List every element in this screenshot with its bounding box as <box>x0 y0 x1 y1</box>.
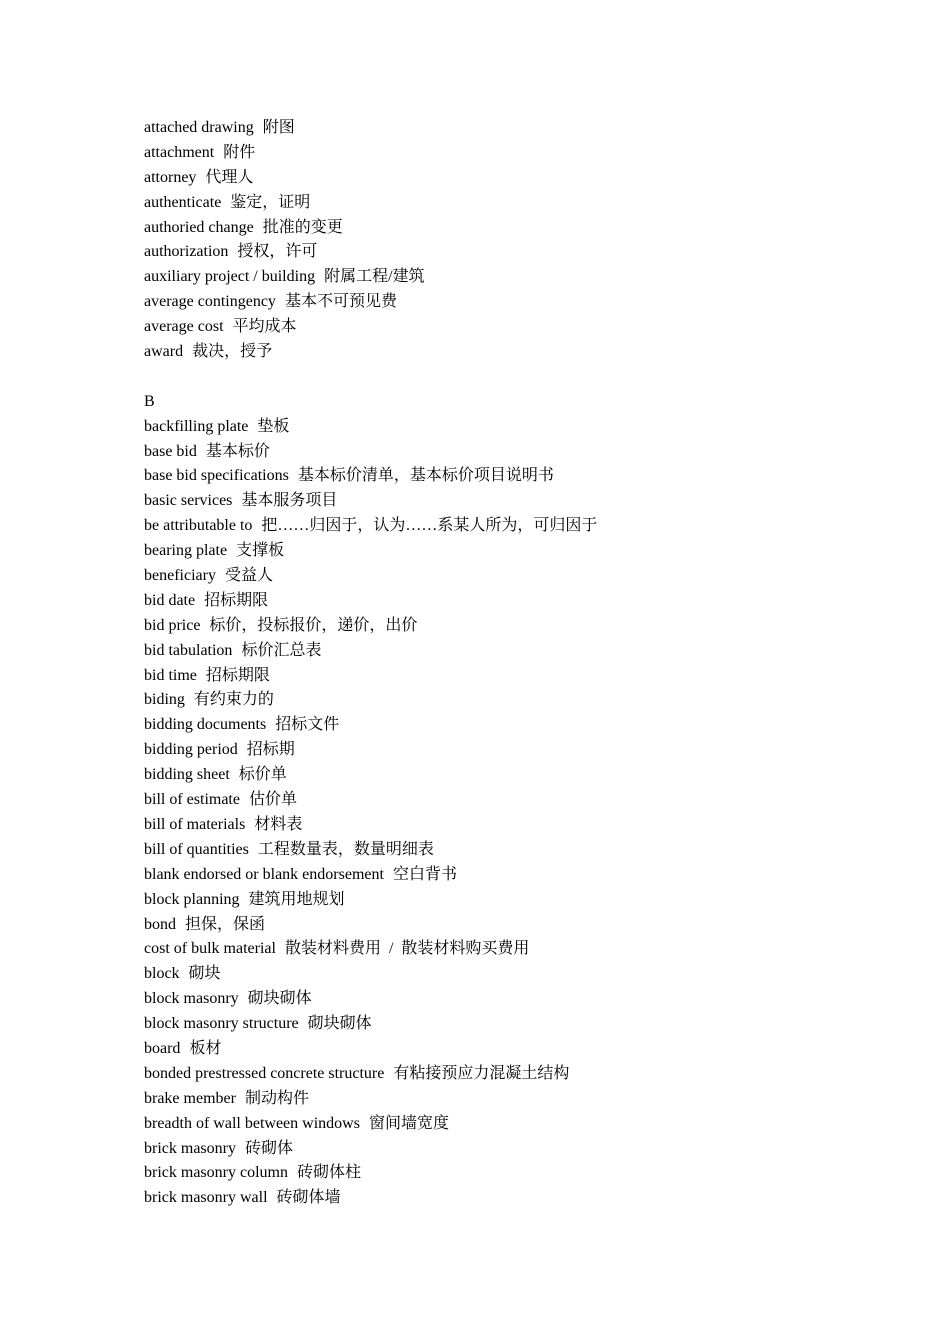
entry-term: bid time <box>144 666 197 684</box>
entry-definition: 基本不可预见费 <box>284 293 397 311</box>
entry-term: blank endorsed or blank endorsement <box>144 865 384 883</box>
entry-definition: 标价单 <box>238 766 287 784</box>
glossary-entry <box>144 813 904 838</box>
entry-term: block masonry <box>144 990 239 1008</box>
entry-definition: 附图 <box>262 119 295 136</box>
glossary-list <box>144 116 904 1211</box>
entry-term: backfilling plate <box>144 417 249 435</box>
glossary-entry <box>144 1087 904 1112</box>
glossary-entry <box>144 340 904 365</box>
glossary-entry <box>144 688 904 713</box>
glossary-entry <box>144 290 904 315</box>
glossary-entry <box>144 1112 904 1137</box>
glossary-entry <box>144 315 904 340</box>
entry-term: breadth of wall between windows <box>144 1114 360 1132</box>
entry-definition: 基本标价 <box>205 442 270 460</box>
entry-definition: 砌块砌体 <box>307 1015 372 1033</box>
entry-term: bidding documents <box>144 716 267 734</box>
glossary-entry <box>144 216 904 241</box>
entry-term: attorney <box>144 168 197 186</box>
entry-definition: 把……归因于，认为……系某人所为，可归因于 <box>261 517 598 535</box>
entry-term: brick masonry column <box>144 1164 288 1182</box>
entry-term: bill of estimate <box>144 791 240 809</box>
glossary-entry <box>144 166 904 191</box>
entry-term: bill of materials <box>144 815 246 833</box>
entry-definition: 砖砌体墙 <box>276 1189 341 1207</box>
entry-definition: 砌块 <box>188 965 221 983</box>
entry-term: attachment <box>144 143 215 161</box>
entry-definition: 受益人 <box>224 567 273 585</box>
entry-term: be attributable to <box>144 517 253 535</box>
entry-definition: 散装材料费用 / 散装材料购买费用 <box>284 940 530 958</box>
entry-term: brake member <box>144 1089 236 1107</box>
glossary-entry <box>144 539 904 564</box>
entry-definition: 砌块砌体 <box>247 990 312 1008</box>
entry-definition: 窗间墙宽度 <box>368 1114 449 1132</box>
entry-term: basic services <box>144 492 233 510</box>
entry-definition: 有约束力的 <box>193 691 274 709</box>
entry-term: base bid specifications <box>144 467 289 485</box>
glossary-entry <box>144 265 904 290</box>
entry-term: award <box>144 343 184 361</box>
entry-definition: 材料表 <box>254 815 303 833</box>
entry-term: block <box>144 965 180 983</box>
glossary-entry <box>144 962 904 987</box>
entry-definition: 估价单 <box>248 791 297 809</box>
entry-definition: 担保，保函 <box>185 915 266 933</box>
glossary-entry <box>144 240 904 265</box>
entry-definition: 空白背书 <box>392 865 457 883</box>
entry-term: block masonry structure <box>144 1015 299 1033</box>
entry-term: authenticate <box>144 193 222 211</box>
glossary-entry <box>144 440 904 465</box>
glossary-entry <box>144 1062 904 1087</box>
entry-term: bill of quantities <box>144 840 249 858</box>
entry-term: bonded prestressed concrete structure <box>144 1064 385 1082</box>
glossary-entry <box>144 1186 904 1211</box>
glossary-entry <box>144 913 904 938</box>
entry-definition: 标价，投标报价，递价，出价 <box>209 616 418 634</box>
entry-term: beneficiary <box>144 567 216 585</box>
entry-definition: 基本服务项目 <box>241 492 338 510</box>
entry-term: bidding period <box>144 741 238 759</box>
entry-term: board <box>144 1039 181 1057</box>
entry-definition: 支撑板 <box>236 542 285 560</box>
entry-term: biding <box>144 691 185 709</box>
entry-term: bearing plate <box>144 542 228 560</box>
entry-term: brick masonry <box>144 1139 236 1157</box>
entry-term: bid tabulation <box>144 641 233 659</box>
entry-term: brick masonry wall <box>144 1189 268 1207</box>
glossary-entry <box>144 788 904 813</box>
entry-definition: 基本标价清单，基本标价项目说明书 <box>297 467 554 485</box>
glossary-entry <box>144 464 904 489</box>
entry-term: cost of bulk material <box>144 940 276 958</box>
glossary-entry <box>144 664 904 689</box>
glossary-entry <box>144 141 904 166</box>
glossary-entry <box>144 1161 904 1186</box>
entry-definition: 招标期 <box>246 741 295 759</box>
glossary-entry <box>144 888 904 913</box>
glossary-entry <box>144 514 904 539</box>
entry-term: authorization <box>144 243 229 261</box>
entry-definition: 批准的变更 <box>262 218 343 236</box>
glossary-entry <box>144 937 904 962</box>
entry-definition: 工程数量表，数量明细表 <box>257 840 434 858</box>
entry-definition: 代理人 <box>205 168 254 186</box>
entry-definition: 建筑用地规划 <box>248 890 345 908</box>
entry-definition: 板材 <box>189 1039 222 1057</box>
entry-definition: 招标期限 <box>205 666 270 684</box>
entry-definition: 砖砌体 <box>244 1139 293 1157</box>
entry-definition: 平均成本 <box>232 318 297 336</box>
entry-definition: 裁决，授予 <box>192 343 273 361</box>
entry-term: average contingency <box>144 293 276 311</box>
entry-term: block planning <box>144 890 240 908</box>
glossary-entry <box>144 738 904 763</box>
entry-term: average cost <box>144 318 224 336</box>
entry-term: bid date <box>144 591 196 609</box>
glossary-entry <box>144 489 904 514</box>
entry-term: bond <box>144 915 176 933</box>
entry-term: bidding sheet <box>144 766 230 784</box>
entry-term: authoried change <box>144 218 254 236</box>
entry-definition: 有粘接预应力混凝土结构 <box>393 1064 570 1082</box>
glossary-entry <box>144 987 904 1012</box>
entry-definition: 招标文件 <box>275 716 340 734</box>
glossary-entry <box>144 713 904 738</box>
glossary-entry <box>144 838 904 863</box>
entry-definition: 附件 <box>223 143 256 161</box>
glossary-entry <box>144 116 904 141</box>
glossary-entry <box>144 191 904 216</box>
glossary-entry <box>144 639 904 664</box>
entry-definition: 垫板 <box>257 417 290 435</box>
glossary-entry <box>144 589 904 614</box>
entry-term: bid price <box>144 616 201 634</box>
glossary-entry <box>144 614 904 639</box>
entry-term: attached drawing <box>144 119 254 136</box>
entry-definition: 附属工程/建筑 <box>324 268 425 286</box>
glossary-entry <box>144 863 904 888</box>
entry-definition: 标价汇总表 <box>241 641 322 659</box>
entry-definition: 鉴定，证明 <box>230 193 311 211</box>
glossary-entry <box>144 564 904 589</box>
glossary-entry <box>144 415 904 440</box>
entry-term: auxiliary project / building <box>144 268 316 286</box>
entry-definition: 授权，许可 <box>237 243 318 261</box>
entry-definition: 招标期限 <box>204 591 269 609</box>
glossary-entry <box>144 1037 904 1062</box>
glossary-entry <box>144 1012 904 1037</box>
section-spacer <box>144 365 904 390</box>
glossary-entry <box>144 1137 904 1162</box>
entry-term: base bid <box>144 442 197 460</box>
entry-definition: 砖砌体柱 <box>296 1164 361 1182</box>
section-heading: B <box>144 392 155 410</box>
glossary-entry <box>144 763 904 788</box>
entry-definition: 制动构件 <box>244 1089 309 1107</box>
